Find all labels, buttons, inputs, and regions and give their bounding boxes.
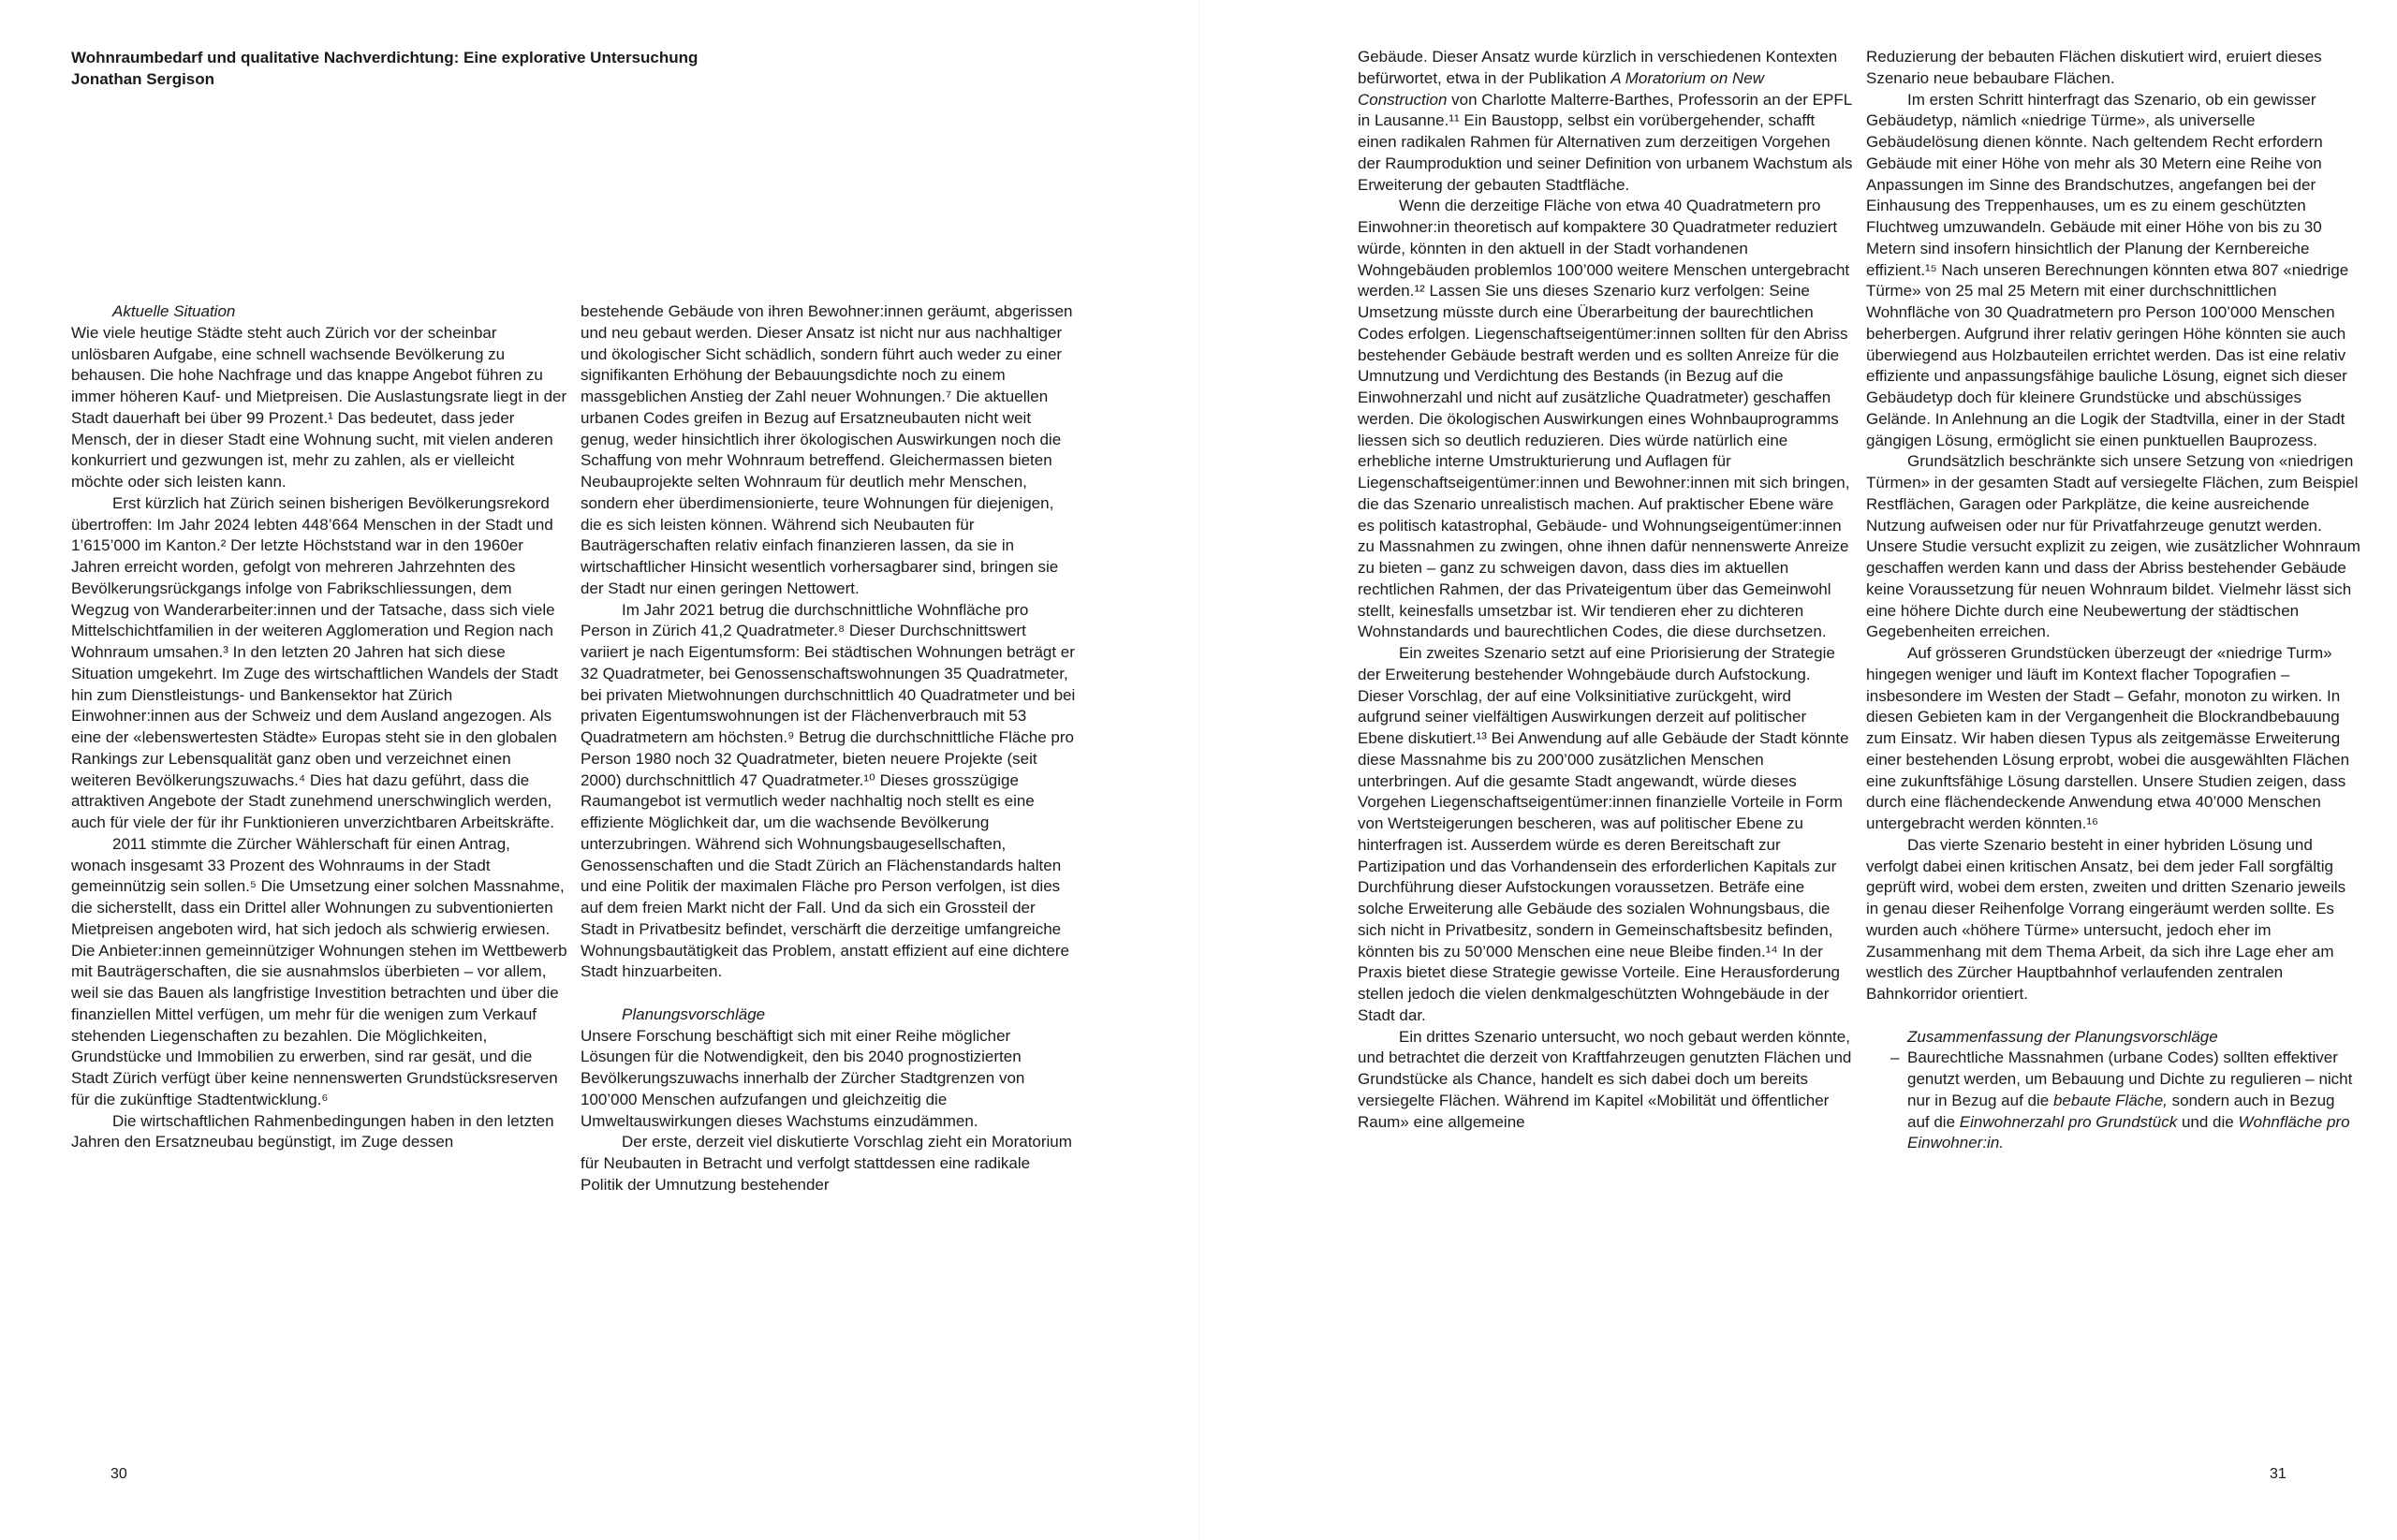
paragraph: Auf grösseren Grundstücken überzeugt der «niedrige Turm» hingegen weniger und läuft im Kontext flacher Topografien – insbesondere im Westen der Stadt – Gefahr, monoton zu wirken. In diesen Gebieten kam in der Vergangenheit die Blockrandbebauung zum Einsatz. Wir haben diesen Typus als zeitgemässe Erweiterung einer bestehenden Lösung erprobt, wobei die ausgewählten Flächen eine zukunftsfähige Lösung darstellen. Unsere Studien zeigen, dass durch eine flächendeckende Anwendung etwa 40’000 Menschen untergebracht werden könnten.¹⁶ xyxy=(1866,644,2350,832)
paragraph xyxy=(1358,47,1854,196)
bullet-dash: – xyxy=(1890,1049,1900,1067)
text-run: Baurechtliche Massnahmen (urbane Codes) sollten effektiver genutzt werden, um Bebauung und Dichte zu regulieren – nicht nur in Bezug auf die xyxy=(1907,1049,2353,1109)
text-column-4 xyxy=(1866,47,2360,1154)
paragraph: Wie viele heutige Städte steht auch Zürich vor der scheinbar unlösbaren Aufgabe, eine schnell wachsende Bevölkerung zu behausen. Die hohe Nachfrage und das knappe Angebot führen zu immer höheren Kauf- und Mietpreisen. Die Auslastungsrate liegt in der Stadt dauerhaft bei über 99 Prozent.¹ Das bedeutet, dass jeder Mensch, der in dieser Stadt eine Wohnung sucht, mit vielen anderen konkurriert und gezwungen ist, mehr zu zahlen, als er vielleicht möchte oder sich leisten kann. xyxy=(71,323,567,491)
page-number-left: 30 xyxy=(110,1466,127,1482)
paragraph: bestehende Gebäude von ihren Bewohner:innen geräumt, abgerissen und neu gebaut werden. Dieser Ansatz ist nicht nur aus nachhaltiger und ökologischer Sicht schädlich, sondern führt auch weder zu einer signifikanten Erhöhung der Bebauungsdichte noch zu einem massgeblichen Anstieg der Zahl neuer Wohnungen.⁷ Die aktuellen urbanen Codes greifen in Bezug auf Ersatzneubauten nicht weit genug, weder hinsichtlich ihrer ökologischen Auswirkungen noch die Schaffung von mehr Wohnraum betreffend. Gleichermassen bieten Neubauprojekte selten Wohnraum für deutlich mehr Menschen, sondern eher überdimensionierte, teure Wohnungen für diejenigen, die es sich leisten können. Während sich Neubauten für Bauträgerschaften relativ einfach finanzieren lassen, da sie in wirtschaftlicher Hinsicht wesentlich vorhersagbarer sind, bringen sie der Stadt nur einen geringen Nettowert. xyxy=(581,302,1073,597)
paragraph: Reduzierung der bebauten Flächen diskutiert wird, eruiert dieses Szenario neue bebaubare Flächen. xyxy=(1866,48,2322,87)
paragraph: Unsere Forschung beschäftigt sich mit einer Reihe möglicher Lösungen für die Notwendigkeit, den bis 2040 prognostizierten Bevölkerungszuwachs innerhalb der Zürcher Stadtgrenzen von 100’000 Menschen aufzufangen und gleichzeitig die Umweltauswirkungen dieses Wachstums einzudämmen. xyxy=(581,1026,1025,1130)
bullet-text xyxy=(1907,1048,2360,1154)
paragraph: Erst kürzlich hat Zürich seinen bisherigen Bevölkerungsrekord übertroffen: Im Jahr 2024 lebten 448’664 Menschen in der Stadt und 1’615’000 im Kanton.² Der letzte Höchststand war in den 1960er Jahren erreicht worden, gefolgt von mehreren Jahrzehnten des Bevölkerungsrückgangs infolge von Fabrikschliessungen, dem Wegzug von Wanderarbeiter:innen und der Tatsache, dass sich viele Mittelschichtfamilien in der weiteren Agglomeration und Region nach Wohnraum umsahen.³ In den letzten 20 Jahren hat sich diese Situation umgekehrt. Im Zuge des wirtschaftlichen Wandels der Stadt hin zum Dienstleistungs- und Bankensektor hat Zürich Einwohner:innen aus der Schweiz und dem Ausland angezogen. Als eine der «lebenswertesten Städte» Europas steht sie in den globalen Rankings zur Lebensqualität ganz oben und verzeichnet einen weiteren Bevölkerungszuwachs.⁴ Dies hat dazu geführt, dass die attraktiven Angebote der Stadt zunehmend unerschwinglich werden, auch für viele der für ihr Funktionieren unverzichtbaren Arbeitskräfte. xyxy=(71,493,559,831)
emphasis: Einwohnerzahl pro Grundstück xyxy=(1959,1112,2178,1131)
paragraph: Das vierte Szenario besteht in einer hybriden Lösung und verfolgt dabei einen kritischen Ansatz, bei dem jeder Fall sorgfältig geprüft wird, wobei dem ersten, zweiten und dritten Szenario jeweils in genau dieser Reihenfolge Vorrang eingeräumt werden sollte. Es wurden auch «höhere Türme» untersucht, jedoch eher im Zusammenhang mit dem Thema Arbeit, da sich ihre Lage eher am westlich des Zürcher Hauptbahnhof verlaufenden zentralen Bahnkorridor orientiert. xyxy=(1866,835,2346,1003)
paragraph: Die wirtschaftlichen Rahmenbedingungen haben in den letzten Jahren den Ersatzneubau begünstigt, im Zuge dessen xyxy=(71,1111,554,1151)
paragraph: Ein zweites Szenario setzt auf eine Priorisierung der Strategie der Erweiterung bestehender Wohngebäude durch Aufstockung. Dieser Vorschlag, der auf eine Volksinitiative zurückgeht, wird aufgrund seiner vielfältigen Auswirkungen derzeit auf politischer Ebene diskutiert.¹³ Bei Anwendung auf alle Gebäude der Stadt könnte diese Massnahme bis zu 200’000 zusätzlichen Menschen unterbringen. Auf die gesamte Stadt angewandt, würde dieses Vorgehen Liegenschaftseigentümer:innen finanzielle Vorteile in Form von Wertsteigerungen bescheren, was auf politischer Ebene zu hinterfragen ist. Ausserdem würde es deren Bereitschaft zur Partizipation und das Vorhandensein des erforderlichen Kapitals zur Durchführung dieser Aufstockungen voraussetzen. Beträfe eine solche Erweiterung alle Gebäude des sozialen Wohnungsbaus, die sich nicht in Privatbesitz, sondern in Gemeinschaftsbesitz befinden, könnten bis zu 50’000 Menschen eine neue Bleibe finden.¹⁴ In der Praxis bietet diese Strategie gewisse Vorteile. Eine Herausforderung stellen jedoch die vielen denkmalgeschützten Wohngebäude in der Stadt dar. xyxy=(1358,644,1849,1024)
text-run: Gebäude. Dieser Ansatz wurde kürzlich in verschiedenen Kontexten befürwortet, etwa in der Publikation xyxy=(1358,48,1838,87)
text-column-1 xyxy=(71,301,567,1153)
paragraph: Im ersten Schritt hinterfragt das Szenario, ob ein gewisser Gebäudetyp, nämlich «niedrige Türme», als universelle Gebäudelösung dienen könnte. Nach geltendem Recht erfordern Gebäude mit einer Höhe von mehr als 30 Metern eine Reihe von Anpassungen im Sinne des Brandschutzes, angefangen bei der Einhausung des Treppenhauses, um es zu einem geschützten Fluchtweg umzuwandeln. Gebäude mit einer Höhe von bis zu 30 Metern sind insofern hinsichtlich der Planung der Kernbereiche effizient.¹⁵ Nach unseren Berechnungen könnten etwa 807 «niedrige Türme» von 25 mal 25 Metern mit einer durchschnittlichen Wohnfläche von 30 Quadratmetern pro Person 100’000 Menschen beherbergen. Aufgrund ihrer relativ geringen Höhe könnten sie auch überwiegend aus Holzbauteilen errichtet werden. Das ist eine relativ effiziente und anpassungsfähige bauliche Lösung, eignet sich dieser Gebäudetyp doch für kleinere Grundstücke und abschüssiges Gelände. In Anlehnung an die Logik der Stadtvilla, einer in der Stadt gängigen Lösung, ermöglicht sie einen punktuellen Bauprozess. xyxy=(1866,90,2349,449)
text-run: und die xyxy=(2177,1112,2239,1131)
paragraph: Grundsätzlich beschränkte sich unsere Setzung von «niedrigen Türmen» in der gesamten Stadt auf versiegelte Flächen, zum Beispiel Restflächen, Garagen oder Parkplätze, die keine ausreichende Nutzung aufweisen oder nur für Privatfahrzeuge genutzt werden. Unsere Studie versucht explizit zu zeigen, wie zusätzlicher Wohnraum geschaffen werden kann und dass der Abriss bestehender Gebäude keine Voraussetzung für neuen Wohnraum bildet. Vielmehr lässt sich eine höhere Dichte durch eine Neubewertung der städtischen Gegebenheiten erreichen. xyxy=(1866,452,2360,641)
emphasis: bebaute Fläche, xyxy=(2052,1091,2168,1109)
paragraph: Im Jahr 2021 betrug die durchschnittliche Wohnfläche pro Person in Zürich 41,2 Quadratmeter.⁸ Dieser Durchschnittswert variiert je nach Eigentumsform: Bei städtischen Wohnungen beträgt er 32 Quadratmeter, bei Genossenschaftswohnungen 35 Quadratmeter, bei privaten Mietwohnungen durchschnittlich 40 Quadratmeter und bei privaten Eigentumswohnungen ist der Flächenverbrauch mit 53 Quadratmetern am höchsten.⁹ Betrug die durchschnittliche Fläche pro Person 1980 noch 32 Quadratmeter, bieten neuere Projekte (seit 2000) durchschnittlich 47 Quadratmeter.¹⁰ Dieses grosszügige Raumangebot ist vermutlich weder nachhaltig noch stellt es eine effiziente Möglichkeit dar, um die wachsende Bevölkerung unterzubringen. Während sich Wohnungsbaugesellschaften, Genossenschaften und die Stadt Zürich an Flächenstandards halten und eine Politik der maximalen Fläche pro Person verfolgen, ist dies auf dem freien Markt nicht der Fall. Und da sich ein Grossteil der Stadt in Privatbesitz befindet, verschärft die derzeitige umfangreiche Wohnungsbautätigkeit das Problem, anstatt effizient auf eine dichtere Stadt hinzuarbeiten. xyxy=(581,600,1076,981)
page-gutter xyxy=(1198,0,1199,1540)
paragraph: Wenn die derzeitige Fläche von etwa 40 Quadratmetern pro Einwohner:in theoretisch auf kompaktere 30 Quadratmeter reduziert würde, könnten in den aktuell in der Stadt vorhandenen Wohngebäuden problemlos 100’000 weitere Menschen untergebracht werden.¹² Lassen Sie uns dieses Szenario kurz verfolgen: Seine Umsetzung müsste durch eine Überarbeitung der baurechtlichen Codes erfolgen. Liegenschaftseigentümer:innen sollten für den Abriss bestehender Gebäude bestraft werden und es sollten Anreize für die Umnutzung und Verdichtung des Bestands (in Bezug auf die Einwohnerzahl und nicht auf zusätzliche Quadratmeter) geschaffen werden. Die ökologischen Auswirkungen eines Wohnbauprogramms liessen sich so deutlich reduzieren. Dies würde natürlich eine erhebliche interne Umstrukturierung und Auflagen für Liegenschaftseigentümer:innen und Bewohner:innen mit sich bringen, die das Szenario unrealistisch machen. Auf praktischer Ebene wäre es politisch katastrophal, Gebäude- und Wohnungseigentümer:innen zu Massnahmen zu zwingen, ohne ihnen dafür nennenswerte Anreize zu bieten – ganz zu schweigen davon, dass dies im aktuellen rechtlichen Rahmen, der das Privateigentum über das Gemeinwohl stellt, keinesfalls umsetzbar ist. Wir tendieren eher zu dichteren Wohnstandards und baurechtlichen Codes, die diese durchsetzen. xyxy=(1358,197,1850,641)
bullet-item xyxy=(1890,1048,2360,1154)
page-number-right: 31 xyxy=(2270,1466,2287,1482)
article-author: Jonathan Sergison xyxy=(71,70,215,88)
text-column-3 xyxy=(1358,47,1854,1133)
section-heading-current-situation: Aktuelle Situation xyxy=(112,302,236,320)
publication-title: A Moratorium on New Construction xyxy=(1358,68,1765,109)
paragraph: Der erste, derzeit viel diskutierte Vorschlag zieht ein Moratorium für Neubauten in Betracht und verfolgt stattdessen eine radikale Politik der Umnutzung bestehender xyxy=(581,1133,1072,1194)
article-title: Wohnraumbedarf und qualitative Nachverdichtung: Eine explorative Untersuchung xyxy=(71,49,699,66)
text-run: von Charlotte Malterre-Barthes, Professorin an der EPFL in Lausanne.¹¹ Ein Baustopp, selbst ein vorübergehender, schafft einen radikalen Rahmen für Alternativen zum derzeitigen Vorgehen der Raumproduktion und seiner Definition von urbanem Wachstum als Erweiterung der gebauten Stadtfläche. xyxy=(1358,90,1853,194)
text-run: sondern auch in Bezug auf die xyxy=(1907,1091,2335,1131)
section-heading-planning-proposals: Planungsvorschläge xyxy=(622,1005,766,1023)
emphasis: Wohnfläche pro Einwohner:in. xyxy=(1907,1112,2350,1152)
section-heading-summary: Zusammenfassung der Planungsvorschläge xyxy=(1907,1027,2218,1046)
text-column-2 xyxy=(581,301,1077,1196)
article-header xyxy=(71,47,783,90)
paragraph: Ein drittes Szenario untersucht, wo noch gebaut werden könnte, und betrachtet die derzeit von Kraftfahrzeugen genutzten Flächen und Grundstücke als Chance, handelt es sich dabei doch um bereits versiegelte Flächen. Während im Kapitel «Mobilität und öffentlicher Raum» eine allgemeine xyxy=(1358,1027,1852,1131)
paragraph: 2011 stimmte die Zürcher Wählerschaft für einen Antrag, wonach insgesamt 33 Prozent des Wohnraums in der Stadt gemeinnützig sein sollen.⁵ Die Umsetzung einer solchen Massnahme, die sicherstellt, dass ein Drittel aller Wohnungen zu subventionierten Mietpreisen angeboten wird, hat sich jedoch als schwierig erwiesen. Die Anbieter:innen gemeinnütziger Wohnungen stehen im Wettbewerb mit Bauträgerschaften, die sie ausnahmslos überbieten – vor allem, weil sie das Bauen als langfristige Investition betrachten und über die finanziellen Mittel verfügen, um mehr für die wenigen zum Verkauf stehenden Liegenschaften zu bezahlen. Die Möglichkeiten, Grundstücke und Immobilien zu erwerben, sind rar gesät, und die Stadt Zürich verfügt über keine nennenswerten Grundstücksreserven für die zukünftige Stadtentwicklung.⁶ xyxy=(71,834,567,1108)
